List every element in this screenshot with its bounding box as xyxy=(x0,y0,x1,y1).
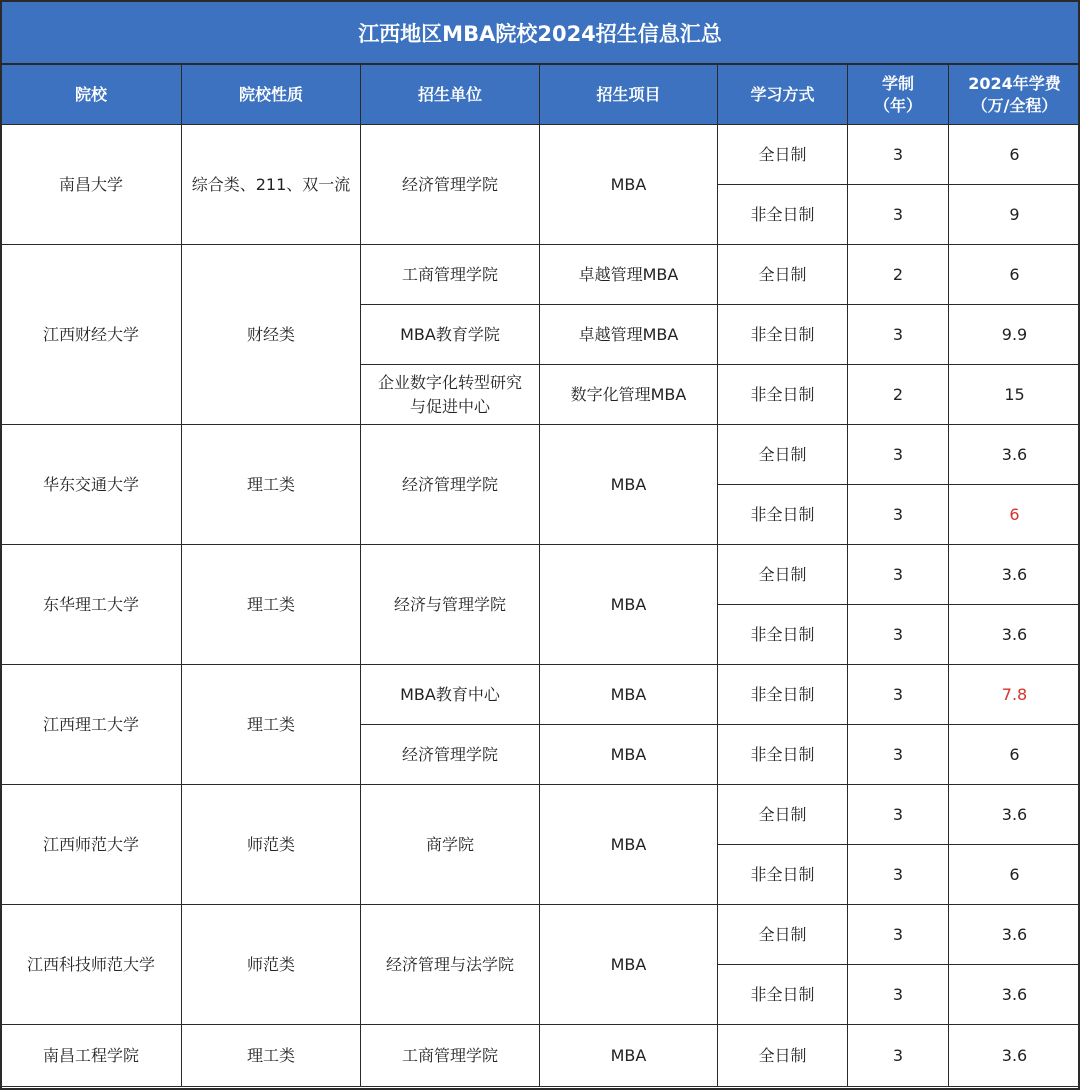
school-cell: 南昌工程学院 xyxy=(1,1025,182,1087)
school-cell: 江西科技师范大学 xyxy=(1,905,182,1025)
program-cell: MBA xyxy=(540,785,718,905)
unit-cell: 商学院 xyxy=(361,785,540,905)
unit-cell: 经济管理学院 xyxy=(361,125,540,245)
nature-cell: 理工类 xyxy=(182,1025,361,1087)
fee-cell: 3.6 xyxy=(949,965,1080,1025)
table-row xyxy=(1,425,1080,485)
fee-cell: 6 xyxy=(949,845,1080,905)
years-cell: 3 xyxy=(848,485,949,545)
mode-cell: 全日制 xyxy=(718,1025,848,1087)
mode-cell: 非全日制 xyxy=(718,485,848,545)
program-cell: MBA xyxy=(540,125,718,245)
fee-cell-highlight: 6 xyxy=(949,485,1080,545)
header-years: 学制 （年） xyxy=(848,65,949,125)
unit-cell: 经济管理学院 xyxy=(361,725,540,785)
header-row xyxy=(1,65,1080,125)
nature-cell: 师范类 xyxy=(182,785,361,905)
table-title: 江西地区MBA院校2024招生信息汇总 xyxy=(0,0,1080,64)
fee-cell: 3.6 xyxy=(949,425,1080,485)
fee-cell: 6 xyxy=(949,725,1080,785)
mode-cell: 非全日制 xyxy=(718,665,848,725)
unit-cell: 经济与管理学院 xyxy=(361,545,540,665)
unit-cell: MBA教育学院 xyxy=(361,305,540,365)
years-cell: 3 xyxy=(848,665,949,725)
mode-cell: 全日制 xyxy=(718,245,848,305)
years-cell: 3 xyxy=(848,425,949,485)
school-cell: 江西财经大学 xyxy=(1,245,182,425)
years-cell: 3 xyxy=(848,845,949,905)
mode-cell: 非全日制 xyxy=(718,305,848,365)
fee-cell: 3.6 xyxy=(949,1025,1080,1087)
unit-cell: 经济管理与法学院 xyxy=(361,905,540,1025)
header-nature: 院校性质 xyxy=(182,65,361,125)
school-cell: 华东交通大学 xyxy=(1,425,182,545)
nature-cell: 师范类 xyxy=(182,905,361,1025)
mode-cell: 非全日制 xyxy=(718,605,848,665)
years-cell: 3 xyxy=(848,905,949,965)
header-mode: 学习方式 xyxy=(718,65,848,125)
mode-cell: 全日制 xyxy=(718,545,848,605)
table-row xyxy=(1,665,1080,725)
table-row xyxy=(1,905,1080,965)
school-cell: 东华理工大学 xyxy=(1,545,182,665)
unit-cell: 工商管理学院 xyxy=(361,1025,540,1087)
program-cell: MBA xyxy=(540,905,718,1025)
years-cell: 2 xyxy=(848,365,949,425)
years-cell: 3 xyxy=(848,1025,949,1087)
header-unit: 招生单位 xyxy=(361,65,540,125)
nature-cell: 理工类 xyxy=(182,425,361,545)
program-cell: 卓越管理MBA xyxy=(540,245,718,305)
table-row xyxy=(1,245,1080,305)
program-cell: MBA xyxy=(540,1025,718,1087)
nature-cell: 财经类 xyxy=(182,245,361,425)
unit-cell: MBA教育中心 xyxy=(361,665,540,725)
mode-cell: 非全日制 xyxy=(718,845,848,905)
mode-cell: 全日制 xyxy=(718,425,848,485)
unit-cell: 工商管理学院 xyxy=(361,245,540,305)
fee-cell: 3.6 xyxy=(949,605,1080,665)
mba-info-table xyxy=(0,64,1080,1087)
fee-cell: 9.9 xyxy=(949,305,1080,365)
mode-cell: 非全日制 xyxy=(718,185,848,245)
program-cell: MBA xyxy=(540,545,718,665)
years-cell: 3 xyxy=(848,605,949,665)
program-cell: 卓越管理MBA xyxy=(540,305,718,365)
fee-cell: 6 xyxy=(949,125,1080,185)
mode-cell: 全日制 xyxy=(718,905,848,965)
years-cell: 3 xyxy=(848,545,949,605)
table-row xyxy=(1,1025,1080,1087)
school-cell: 江西师范大学 xyxy=(1,785,182,905)
header-school: 院校 xyxy=(1,65,182,125)
header-program: 招生项目 xyxy=(540,65,718,125)
unit-cell: 经济管理学院 xyxy=(361,425,540,545)
program-cell: MBA xyxy=(540,725,718,785)
mode-cell: 全日制 xyxy=(718,125,848,185)
fee-cell: 9 xyxy=(949,185,1080,245)
years-cell: 3 xyxy=(848,185,949,245)
years-cell: 3 xyxy=(848,725,949,785)
header-fee: 2024年学费 （万/全程） xyxy=(949,65,1080,125)
years-cell: 2 xyxy=(848,245,949,305)
nature-cell: 综合类、211、双一流 xyxy=(182,125,361,245)
years-cell: 3 xyxy=(848,965,949,1025)
school-cell: 南昌大学 xyxy=(1,125,182,245)
fee-cell-highlight: 7.8 xyxy=(949,665,1080,725)
fee-cell: 3.6 xyxy=(949,905,1080,965)
years-cell: 3 xyxy=(848,305,949,365)
program-cell: 数字化管理MBA xyxy=(540,365,718,425)
program-cell: MBA xyxy=(540,665,718,725)
unit-cell: 企业数字化转型研究与促进中心 xyxy=(361,365,540,425)
fee-cell: 6 xyxy=(949,245,1080,305)
nature-cell: 理工类 xyxy=(182,545,361,665)
mode-cell: 全日制 xyxy=(718,785,848,845)
table-row xyxy=(1,545,1080,605)
fee-cell: 3.6 xyxy=(949,785,1080,845)
nature-cell: 理工类 xyxy=(182,665,361,785)
table-row xyxy=(1,785,1080,845)
mode-cell: 非全日制 xyxy=(718,365,848,425)
table-row xyxy=(1,125,1080,185)
fee-cell: 3.6 xyxy=(949,545,1080,605)
years-cell: 3 xyxy=(848,785,949,845)
program-cell: MBA xyxy=(540,425,718,545)
mode-cell: 非全日制 xyxy=(718,725,848,785)
mode-cell: 非全日制 xyxy=(718,965,848,1025)
fee-cell: 15 xyxy=(949,365,1080,425)
years-cell: 3 xyxy=(848,125,949,185)
school-cell: 江西理工大学 xyxy=(1,665,182,785)
